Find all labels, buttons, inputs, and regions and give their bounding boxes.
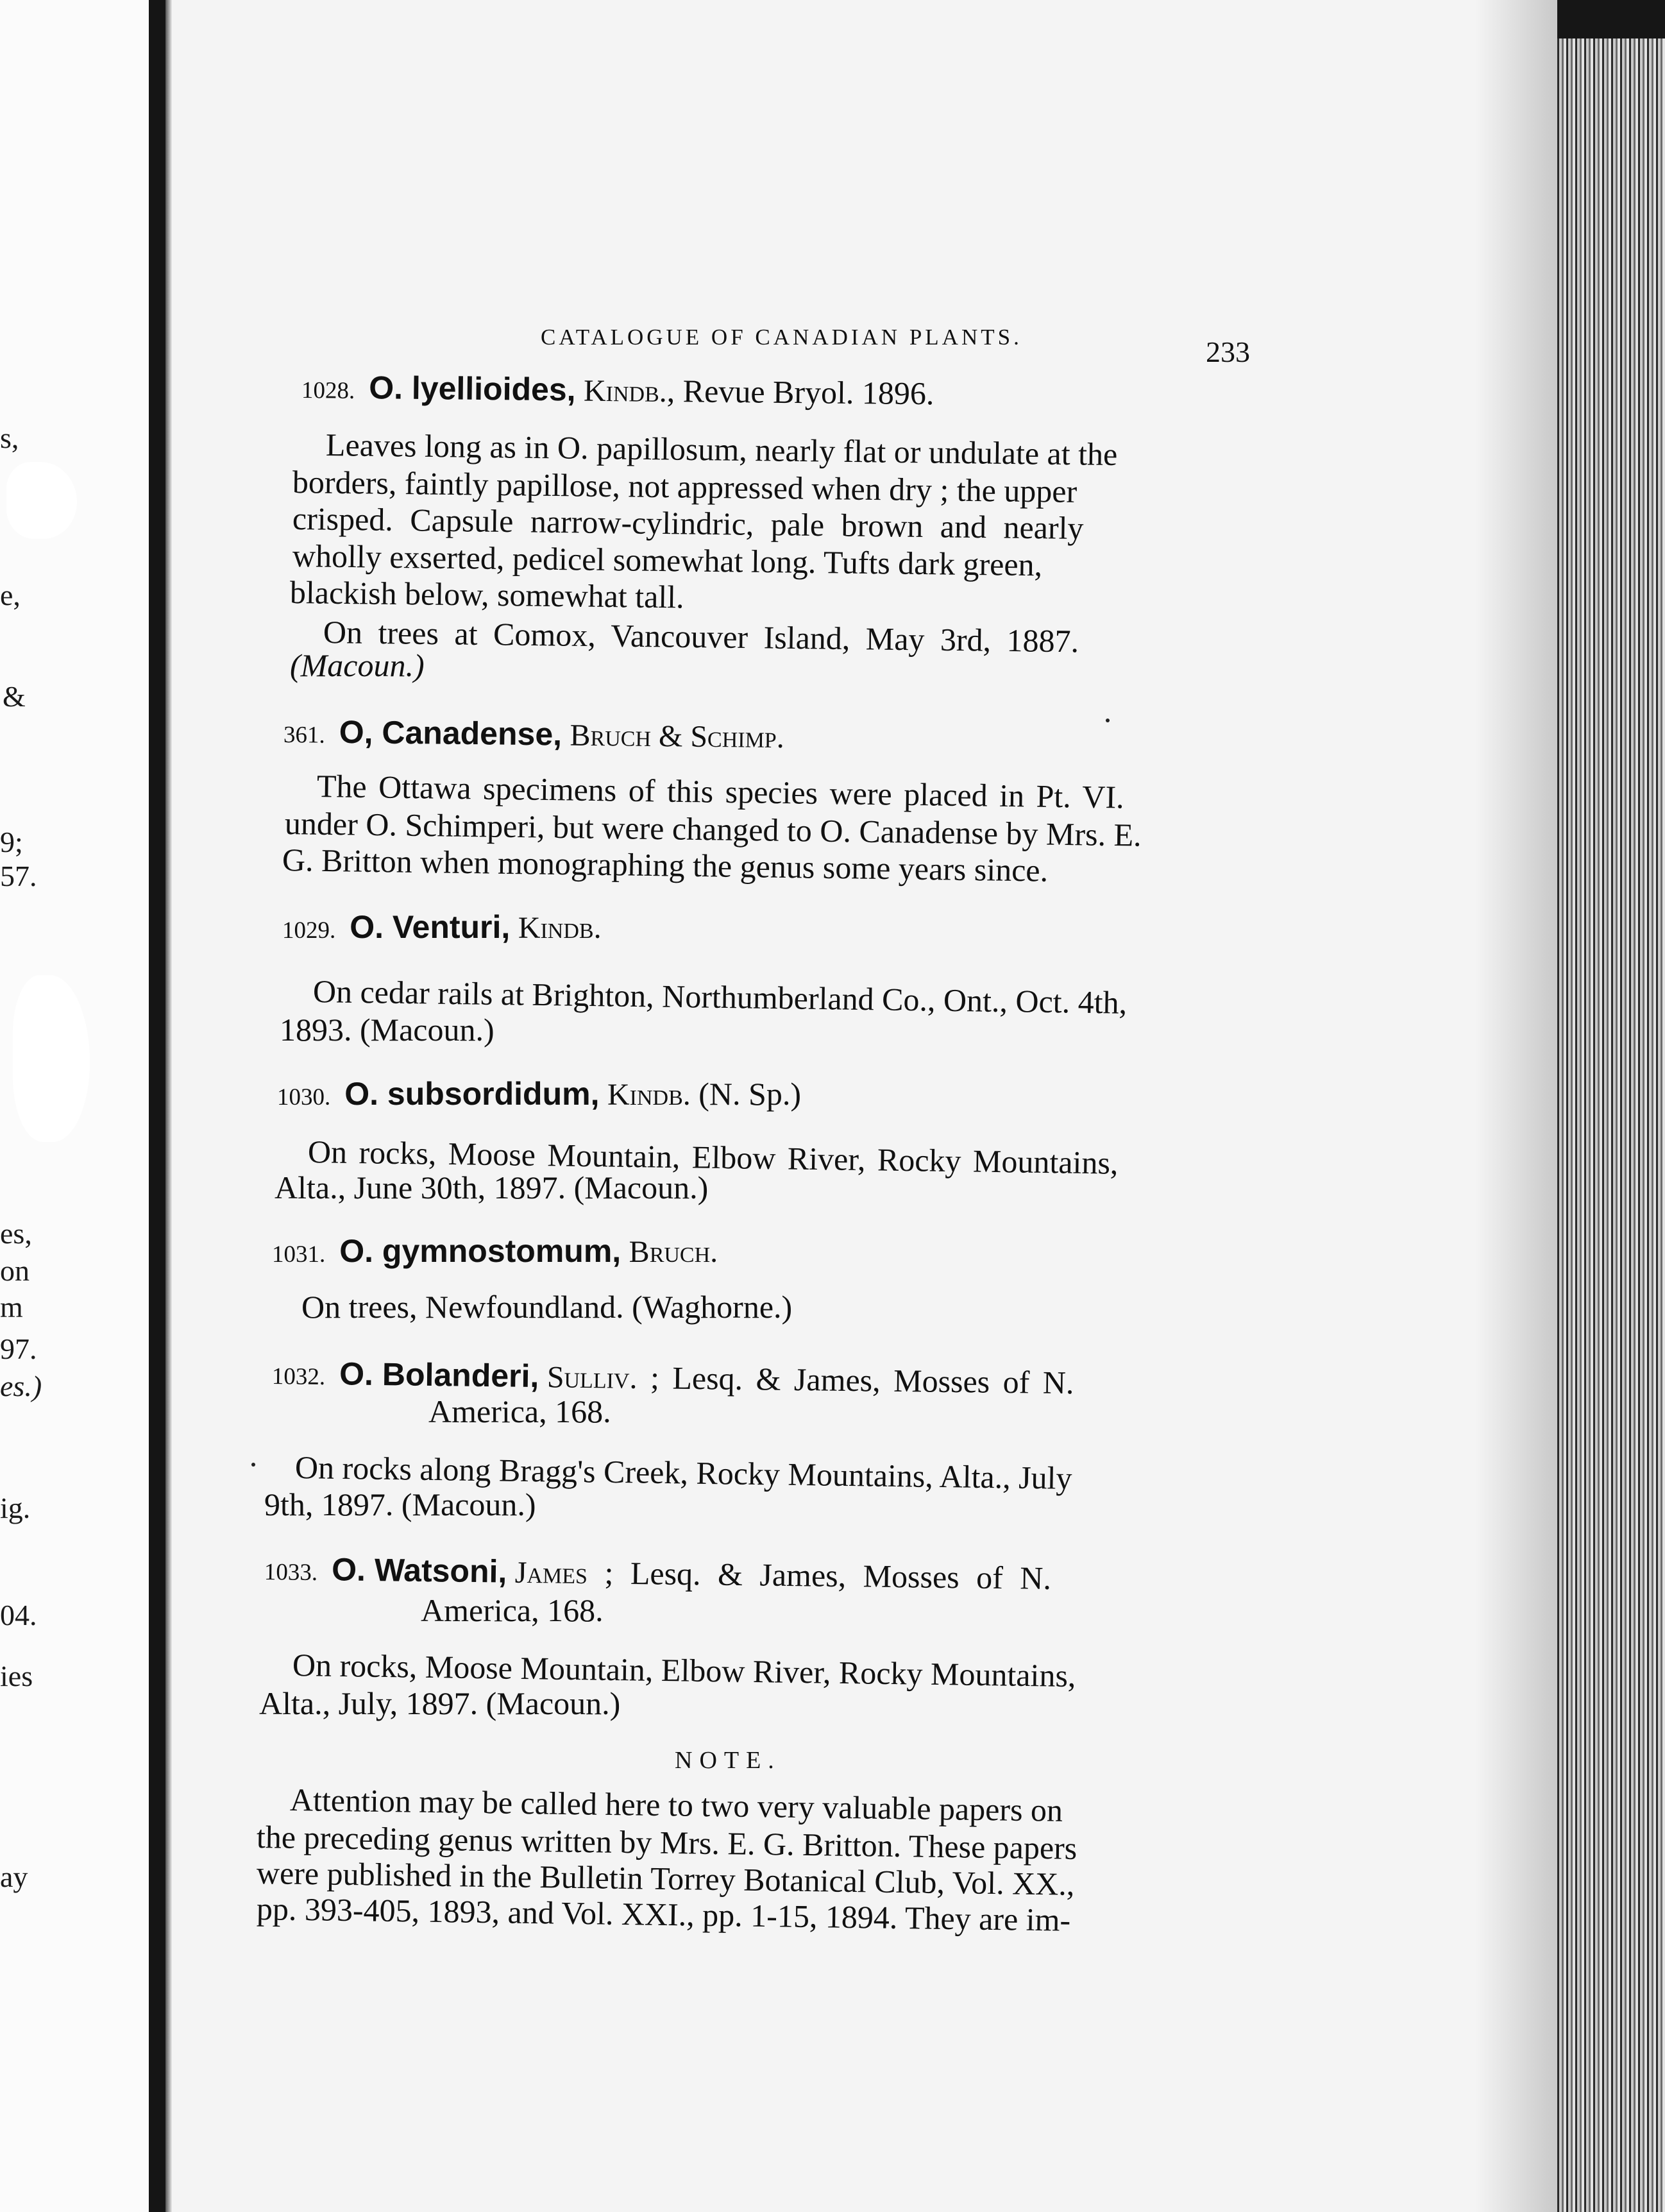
entry-text-line: Alta., June 30th, 1897. (Macoun.)	[275, 1170, 709, 1205]
species-name: O, Canadense,	[339, 713, 562, 753]
entry-heading	[272, 1235, 718, 1268]
species-name: O. subsordidum,	[344, 1076, 600, 1112]
species-citation-cont: America, 168.	[421, 1592, 604, 1628]
entry-text-line: wholly exserted, pedicel somewhat long. Tufts dark green,	[292, 538, 1043, 583]
left-page-fragment: ay	[0, 1860, 28, 1893]
note-text-line: pp. 393-405, 1893, and Vol. XXI., pp. 1-15, 1894. They are im-	[256, 1891, 1071, 1938]
left-page-fragment: 57.	[0, 860, 37, 892]
book-page-edges	[1557, 38, 1665, 2212]
note-text-line: were published in the Bulletin Torrey Botanical Club, Vol. XX.,	[256, 1855, 1075, 1902]
entry-number: 1031.	[272, 1241, 326, 1268]
entry-number: 1033.	[264, 1559, 318, 1587]
gutter-shadow	[165, 0, 172, 2212]
running-title: CATALOGUE OF CANADIAN PLANTS.	[541, 325, 1022, 350]
left-page-fragment: s,	[0, 421, 19, 454]
entry-text-line: Leaves long as in O. papillosum, nearly flat or undulate at the	[325, 427, 1118, 473]
entry-number: 361.	[283, 722, 325, 749]
species-citation: (N. Sp.)	[690, 1076, 801, 1112]
left-page-fragment: es.)	[0, 1370, 42, 1402]
entry-text-line: borders, faintly papillose, not appressed when dry ; the upper	[292, 464, 1078, 509]
book-cover-edge	[1557, 0, 1665, 38]
left-page-fragment: e,	[0, 579, 21, 611]
entry-text-line: On rocks, Moose Mountain, Elbow River, Rocky Mountains,	[292, 1647, 1076, 1694]
species-authority: Kindb.	[583, 373, 668, 409]
entry-collector: (Macoun.)	[290, 647, 425, 683]
entry-text-line: 9th, 1897. (Macoun.)	[264, 1486, 536, 1522]
species-authority: Sulliv.	[546, 1360, 638, 1395]
entry-heading	[282, 911, 602, 944]
left-page-fragment: m	[0, 1291, 23, 1323]
species-citation-cont: America, 168.	[428, 1393, 611, 1429]
print-speck	[1106, 719, 1110, 722]
species-name: O. lyellioides,	[368, 370, 576, 408]
entry-text-line: Alta., July, 1897. (Macoun.)	[259, 1685, 621, 1721]
left-page-fragment: 9;	[0, 826, 23, 858]
left-page-fragment: on	[0, 1254, 30, 1287]
entry-text-line: The Ottawa specimens of this species were placed in Pt. VI.	[316, 768, 1125, 815]
species-name: O. Watsoni,	[331, 1551, 507, 1590]
note-text-line: the preceding genus written by Mrs. E. G. Britton. These papers	[256, 1819, 1078, 1866]
left-page-fragment: es,	[0, 1217, 32, 1250]
left-page-fragment: ig.	[0, 1492, 31, 1524]
entry-text-line: crisped. Capsule narrow-cylindric, pale brown and nearly	[292, 500, 1084, 547]
species-authority: Bruch.	[629, 1235, 718, 1269]
species-citation: , Revue Bryol. 1896.	[666, 372, 934, 412]
species-name: O. gymnostomum,	[339, 1233, 621, 1269]
page-number: 233	[1206, 336, 1250, 368]
left-page-fragment: 04.	[0, 1599, 37, 1631]
entry-text-line: On rocks along Bragg's Creek, Rocky Mountains, Alta., July	[294, 1449, 1072, 1496]
species-name: O. Bolanderi,	[339, 1356, 539, 1395]
entry-number: 1032.	[271, 1363, 326, 1391]
left-page-fragment: 97.	[0, 1332, 37, 1365]
entry-text-line: On trees, Newfoundland. (Waghorne.)	[301, 1289, 793, 1325]
entry-text-line: G. Britton when monographing the genus some years since.	[282, 842, 1049, 889]
entry-text-line: On rocks, Moose Mountain, Elbow River, Rocky Mountains,	[307, 1134, 1119, 1181]
species-authority: Bruch & Schimp.	[570, 718, 785, 755]
entry-heading	[277, 1078, 801, 1110]
entry-heading	[283, 715, 784, 753]
species-authority: Kindb.	[607, 1078, 691, 1112]
entry-number: 1028.	[301, 377, 355, 404]
entry-number: 1030.	[277, 1084, 331, 1110]
species-authority: James	[514, 1555, 588, 1591]
species-name: O. Venturi,	[350, 909, 511, 945]
note-text-line: Attention may be called here to two very valuable papers on	[289, 1782, 1063, 1828]
print-speck	[251, 1463, 255, 1467]
note-heading: NOTE.	[675, 1747, 781, 1774]
page-edge-shadow	[1475, 0, 1559, 2212]
entry-text-line: On trees at Comox, Vancouver Island, May 3rd, 1887.	[323, 614, 1079, 659]
entry-number: 1029.	[282, 917, 336, 944]
species-authority: Kindb.	[518, 911, 602, 945]
entry-text-line: On cedar rails at Brighton, Northumberland Co., Ont., Oct. 4th,	[312, 973, 1128, 1021]
species-citation: ; Lesq. & James, Mosses of N.	[637, 1359, 1074, 1401]
left-page-fragment: &	[3, 680, 26, 713]
entry-text-line: under O. Schimperi, but were changed to O. Canadense by Mrs. E.	[284, 805, 1142, 853]
book-gutter	[149, 0, 165, 2212]
entry-text-line: blackish below, somewhat tall.	[289, 574, 684, 615]
entry-text-line: 1893. (Macoun.)	[280, 1012, 494, 1048]
paper-blemish	[6, 462, 77, 539]
left-page-fragment: ies	[0, 1660, 33, 1692]
entry-heading	[301, 371, 934, 410]
species-citation: ; Lesq. & James, Mosses of N.	[587, 1554, 1052, 1596]
